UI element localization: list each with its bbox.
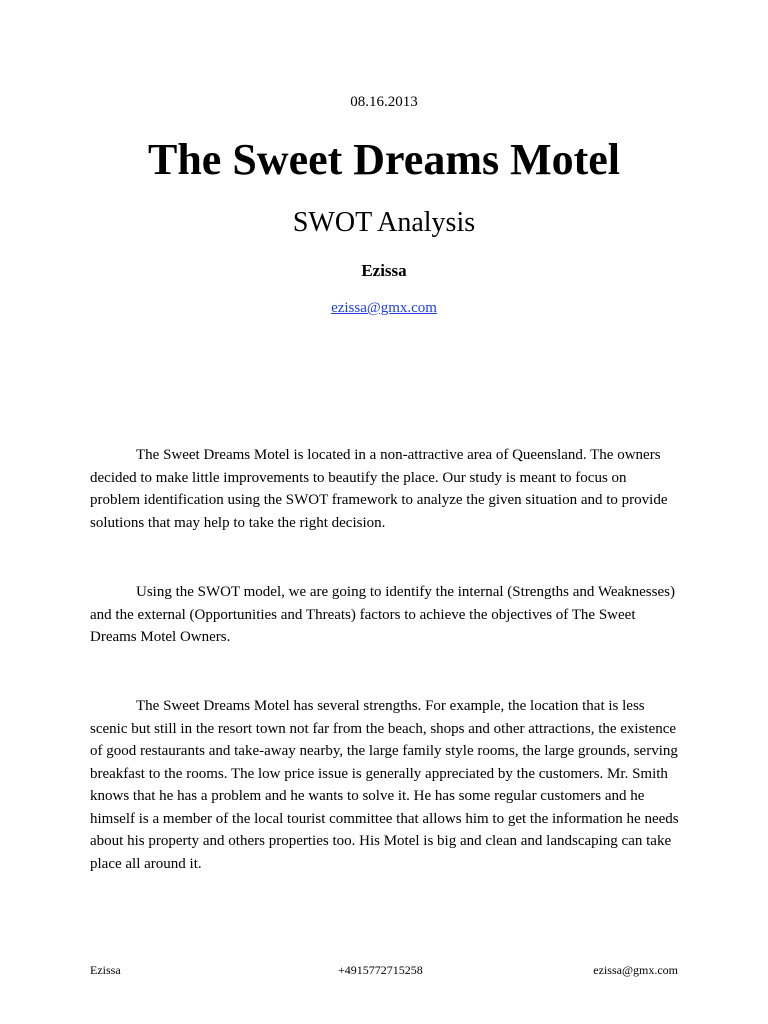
paragraph-strengths: The Sweet Dreams Motel has several strengths. For example, the location that is less scenic but still in the resort town not far from the beach, shops and other attractions, the existence of good restaurants and take-away nearby, the large family style rooms, the large grounds, serving breakfast to the rooms. The low price issue is generally appreciated by the customers. Mr. Smith knows that he has a problem and he wants to solve it. He has some regular customers and he himself is a member of the local tourist committee that allows him to get the information he needs about his property and others properties too. His Motel is big and clean and landscaping can take place all around it. <box>90 698 679 872</box>
author-email-link[interactable]: ezissa@gmx.com <box>331 300 437 316</box>
author-email-line <box>0 298 768 318</box>
paragraph-swot-model: Using the SWOT model, we are going to identify the internal (Strengths and Weaknesses) and the external (Opportunities and Threats) factors to achieve the objectives of The Sweet Dreams Motel Owners. <box>90 584 675 645</box>
footer-phone: +4915772715258 <box>338 963 423 977</box>
author-name: Ezissa <box>361 261 407 280</box>
footer-email: ezissa@gmx.com <box>593 963 678 977</box>
document-date: 08.16.2013 <box>350 94 418 110</box>
document-subtitle: SWOT Analysis <box>292 207 476 238</box>
document-title: The Sweet Dreams Motel <box>147 135 621 184</box>
paragraph-intro: The Sweet Dreams Motel is located in a non-attractive area of Queensland. The owners decided to make little improvements to beautify the place. Our study is meant to focus on problem identification using the SWOT framework to analyze the given situation and to provide solutions that may help to take the right decision. <box>90 447 668 531</box>
footer-author: Ezissa <box>90 963 121 977</box>
page-footer <box>90 960 678 980</box>
